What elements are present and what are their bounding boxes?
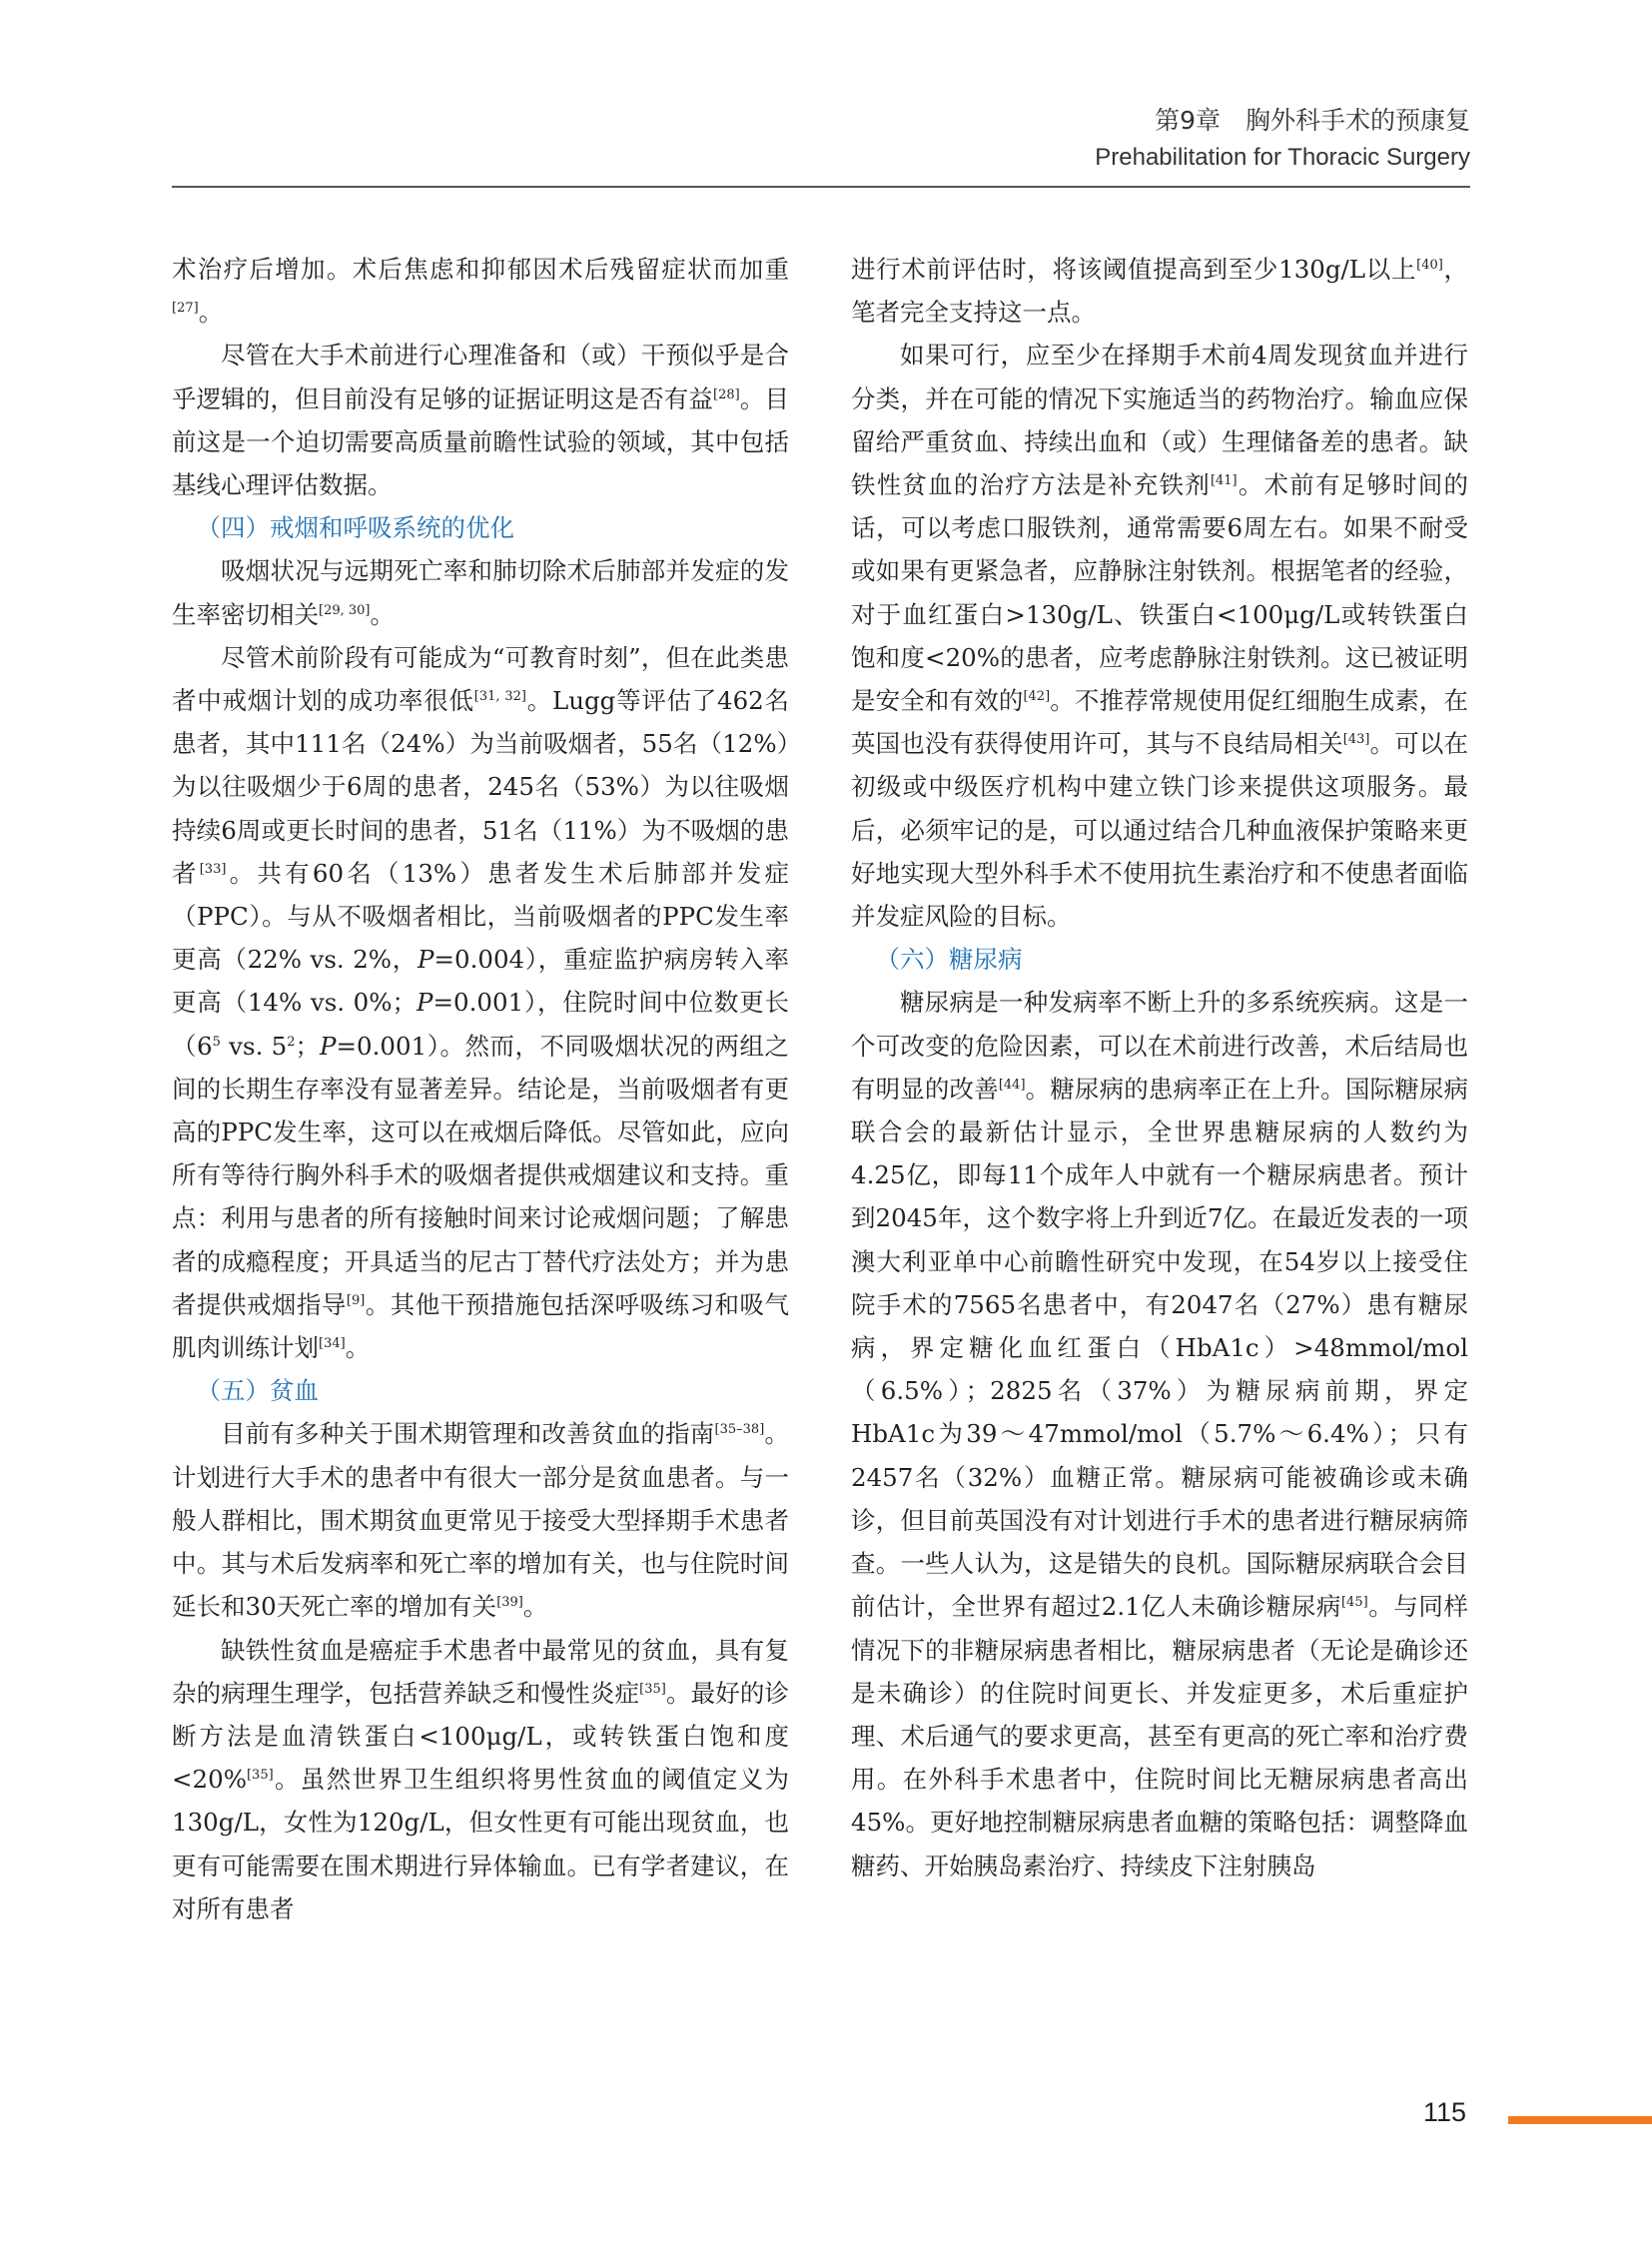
section-heading-diabetes: （六）糖尿病 bbox=[875, 945, 1023, 975]
paragraph: 如果可行，应至少在择期手术前4周发现贫血并进行分类，并在可能的情况下实施适当的药物治疗。输血应保留给严重贫血、持续出血和（或）生理储备差的患者。缺铁性贫血的治疗方法是补充铁剂[41]。术前有足够时间的话，可以考虑口服铁剂，通常需要6周左右。如果不耐受或如果有更紧急者，应静脉注射铁剂。根据笔者的经验，对于血红蛋白>130g/L、铁蛋白<100μg/L或转铁蛋白饱和度<20%的患者，应考虑静脉注射铁剂。这已被证明是安全和有效的[42]。不推荐常规使用促红细胞生成素，在英国也没有获得使用许可，其与不良结局相关[43]。可以在初级或中级医疗机构中建立铁门诊来提供这项服务。最后，必须牢记的是，可以通过结合几种血液保护策略来更好地实现大型外科手术不使用抗生素治疗和不使患者面临并发症风险的目标。 bbox=[851, 341, 1469, 932]
citation: [28] bbox=[713, 386, 740, 402]
left-column bbox=[172, 248, 789, 1930]
paragraph: 尽管术前阶段有可能成为“可教育时刻”，但在此类患者中戒烟计划的成功率很低[31, 32]。Lugg等评估了462名患者，其中111名（24%）为当前吸烟者，55名（12%）为以往吸烟少于6周的患者，245名（53%）为以往吸烟持续6周或更长时间的患者，51名（11%）为不吸烟的患者[33]。共有60名（13%）患者发生术后肺部并发症（PPC）。与从不吸烟者相比，当前吸烟者的PPC发生率更高（22% vs. 2%，P=0.004），重症监护病房转入率更高（14% vs. 0%；P=0.001），住院时间中位数更长（$6^5$ vs. $5^2$；P=0.001）。然而，不同吸烟状况的两组之间的长期生存率没有显著差异。结论是，当前吸烟者有更高的PPC发生率，这可以在戒烟后降低。尽管如此，应向所有等待行胸外科手术的吸烟者提供戒烟建议和支持。重点：利用与患者的所有接触时间来讨论戒烟问题；了解患者的成瘾程度；开具适当的尼古丁替代疗法处方；并为患者提供戒烟指导[9]。其他干预措施包括深呼吸练习和吸气肌肉训练计划[34]。 bbox=[172, 642, 790, 1363]
chapter-title-en: Prehabilitation for Thoracic Surgery bbox=[1095, 144, 1470, 171]
citation: [9] bbox=[346, 1292, 366, 1308]
paragraph: 吸烟状况与远期死亡率和肺切除术后肺部并发症的发生率密切相关[29, 30]。 bbox=[172, 556, 789, 629]
running-header bbox=[1095, 102, 1470, 176]
citation: [33] bbox=[199, 861, 227, 877]
citation: [40] bbox=[1416, 258, 1443, 273]
citation: [39] bbox=[496, 1595, 523, 1611]
paragraph: 术治疗后增加。术后焦虑和抑郁因术后残留症状而加重[27]。 bbox=[172, 255, 789, 328]
page-accent-bar bbox=[1508, 2116, 1652, 2124]
section-heading-smoking: （四）戒烟和呼吸系统的优化 bbox=[196, 513, 514, 543]
paragraph: 尽管在大手术前进行心理准备和（或）干预似乎是合乎逻辑的，但目前没有足够的证据证明这是否有益[28]。目前这是一个迫切需要高质量前瞻性试验的领域，其中包括基线心理评估数据。 bbox=[172, 341, 790, 500]
citation: [45] bbox=[1340, 1595, 1368, 1611]
paragraph: 缺铁性贫血是癌症手术患者中最常见的贫血，具有复杂的病理生理学，包括营养缺乏和慢性炎症[35]。最好的诊断方法是血清铁蛋白<100μg/L，或转铁蛋白饱和度<20%[35]。虽然世界卫生组织将男性贫血的阈值定义为130g/L，女性为120g/L，但女性更有可能出现贫血，也更有可能需要在围术期进行异体输血。已有学者建议，在对所有患者 bbox=[172, 1635, 790, 1923]
page-number: 115 bbox=[1423, 2097, 1467, 2127]
citation: [35] bbox=[246, 1768, 274, 1784]
citation: [27] bbox=[172, 301, 199, 317]
citation: [43] bbox=[1342, 732, 1370, 748]
citation: [44] bbox=[998, 1077, 1026, 1093]
paragraph: 目前有多种关于围术期管理和改善贫血的指南[35–38]。计划进行大手术的患者中有很大一部分是贫血患者。与一般人群相比，围术期贫血更常见于接受大型择期手术患者中。其与术后发病率和死亡率的增加有关，也与住院时间延长和30天死亡率的增加有关[39]。 bbox=[172, 1419, 790, 1622]
citation: [42] bbox=[1023, 689, 1051, 705]
paragraph: 进行术前评估时，将该阈值提高到至少130g/L以上[40]，笔者完全支持这一点。 bbox=[851, 255, 1469, 328]
citation: [35–38] bbox=[714, 1422, 765, 1438]
citation: [41] bbox=[1210, 473, 1238, 489]
citation: [29, 30] bbox=[319, 602, 371, 618]
paragraph: 糖尿病是一种发病率不断上升的多系统疾病。这是一个可改变的危险因素，可以在术前进行改善，术后结局也有明显的改善[44]。糖尿病的患病率正在上升。国际糖尿病联合会的最新估计显示，全世界患糖尿病的人数约为4.25亿，即每11个成年人中就有一个糖尿病患者。预计到2045年，这个数字将上升到近7亿。在最近发表的一项澳大利亚单中心前瞻性研究中发现，在54岁以上接受住院手术的7565名患者中，有2047名（27%）患有糖尿病，界定糖化血红蛋白（HbA1c）>48mmol/mol（6.5%）；2825名（37%）为糖尿病前期，界定HbA1c为39～47mmol/mol（5.7%～6.4%）；只有2457名（32%）血糖正常。糖尿病可能被确诊或未确诊，但目前英国没有对计划进行手术的患者进行糖尿病筛查。一些人认为，这是错失的良机。国际糖尿病联合会目前估计，全世界有超过2.1亿人未确诊糖尿病[45]。与同样情况下的非糖尿病患者相比，糖尿病患者（无论是确诊还是未确诊）的住院时间更长、并发症更多，术后重症护理、术后通气的要求更高，甚至有更高的死亡率和治疗费用。在外科手术患者中，住院时间比无糖尿病患者高出45%。更好地控制糖尿病患者血糖的策略包括：调整降血糖药、开始胰岛素治疗、持续皮下注射胰岛 bbox=[851, 988, 1468, 1880]
right-column bbox=[851, 248, 1468, 1887]
header-rule bbox=[172, 186, 1470, 188]
section-heading-anemia: （五）贫血 bbox=[196, 1376, 319, 1406]
chapter-title-zh: 第9章 胸外科手术的预康复 bbox=[1155, 106, 1470, 135]
citation: [34] bbox=[319, 1336, 346, 1352]
citation: [35] bbox=[639, 1681, 666, 1697]
citation: [31, 32] bbox=[473, 689, 526, 705]
